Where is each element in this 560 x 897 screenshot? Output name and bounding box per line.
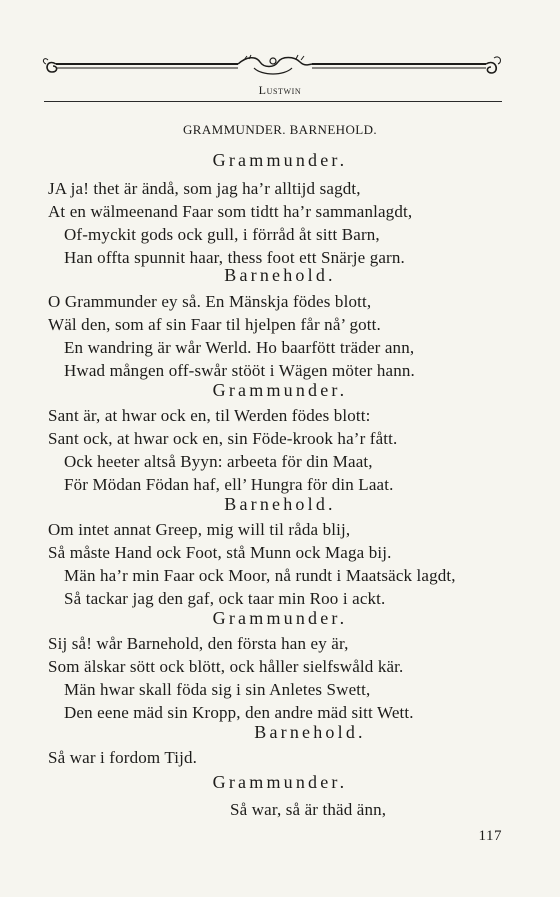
speaker-label: Grammunder. bbox=[212, 772, 348, 792]
verse-line: Wäl den, som af sin Faar til hjelpen får nå’ gott. bbox=[48, 315, 381, 334]
verse-line: At en wälmeenand Faar som tidtt ha’r sammanlagdt, bbox=[48, 202, 413, 221]
speaker-label: Grammunder. bbox=[212, 608, 348, 628]
speaker-label: Grammunder. bbox=[212, 150, 348, 170]
page-number: 117 bbox=[478, 828, 502, 844]
speaker-label: Barnehold. bbox=[224, 494, 336, 514]
verse-line: Hwad mången off-swår stööt i Wägen möter hann. bbox=[64, 361, 415, 380]
verse-line: Om intet annat Greep, mig will til råda blij, bbox=[48, 520, 351, 539]
verse-line: Så måste Hand ock Foot, stå Munn ock Maga bij. bbox=[48, 543, 392, 562]
header-rule bbox=[44, 101, 502, 102]
ornamental-rule bbox=[42, 52, 504, 82]
verse-line: Som älskar sött ock blött, ock håller sielfswåld kär. bbox=[48, 657, 404, 676]
verse-line: Han offta spunnit haar, thess foot ett Snärje garn. bbox=[64, 248, 405, 267]
verse-line: Of-myckit gods ock gull, i förråd åt sitt Barn, bbox=[64, 225, 380, 244]
running-head: Lustwin bbox=[258, 83, 302, 97]
verse-line: Den eene mäd sin Kropp, den andre mäd sitt Wett. bbox=[64, 703, 414, 722]
verse-line: Så tackar jag den gaf, ock taar min Roo i ackt. bbox=[64, 589, 386, 608]
verse-line: Så war, så är thäd änn, bbox=[230, 800, 387, 819]
speaker-label: Barnehold. bbox=[254, 722, 366, 742]
verse-line: Så war i fordom Tijd. bbox=[48, 748, 198, 767]
speaker-label: Barnehold. bbox=[224, 265, 336, 285]
section-heading: GRAMMUNDER. BARNEHOLD. bbox=[182, 122, 378, 137]
verse-line: Sant ock, at hwar ock en, sin Föde-krook ha’r fått. bbox=[48, 429, 398, 448]
verse-line: Sij så! wår Barnehold, den första han ey är, bbox=[48, 634, 349, 653]
verse-line: Sant är, at hwar ock en, til Werden födes blott: bbox=[48, 406, 371, 425]
verse-line: En wandring är wår Werld. Ho baarfött träder ann, bbox=[64, 338, 415, 357]
verse-line: JA ja! thet är ändå, som jag ha’r alltijd sagdt, bbox=[48, 179, 361, 198]
verse-line: För Mödan Födan haf, ell’ Hungra för din Laat. bbox=[64, 475, 394, 494]
speaker-label: Grammunder. bbox=[212, 380, 348, 400]
verse-line: Ock heeter altså Byyn: arbeeta för din Maat, bbox=[64, 452, 373, 471]
verse-line: Män hwar skall föda sig i sin Anletes Swett, bbox=[64, 680, 371, 699]
verse-line: O Grammunder ey så. En Mänskja födes blott, bbox=[48, 292, 372, 311]
verse-line: Män ha’r min Faar ock Moor, nå rundt i Maatsäck lagdt, bbox=[64, 566, 456, 585]
